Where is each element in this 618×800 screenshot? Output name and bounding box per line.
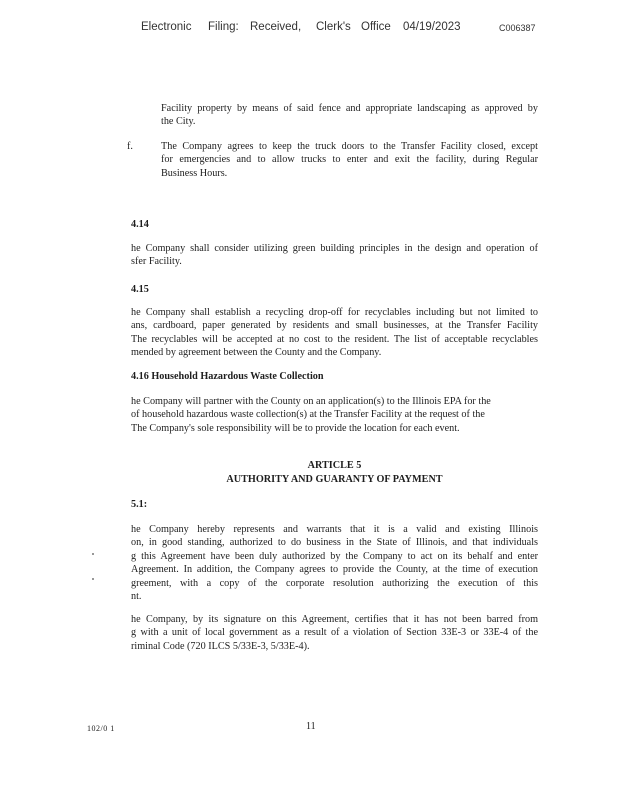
text-line: g with a unit of local government as a result of a violation of Section 33E-3 or 33E-4 of the (131, 627, 538, 639)
text-line: the City. (161, 116, 196, 128)
text-line: sfer Facility. (131, 256, 182, 268)
scan-speck (92, 578, 94, 580)
section-heading: 4.16 Household Hazardous Waste Collection (131, 371, 324, 382)
text-line: on, in good standing, authorized to do business in the State of Illinois, and that individuals (131, 537, 538, 549)
text-line: for emergencies and to allow trucks to enter and exit the facility, during Regular (161, 154, 538, 166)
text-line: he Company hereby represents and warrants that it is a valid and existing Illinois (131, 524, 538, 535)
text-line: ans, cardboard, paper generated by residents and small businesses, at the Transfer Facility (131, 320, 538, 332)
section-4-15-paragraph (131, 306, 538, 360)
page-number: 11 (306, 721, 316, 732)
section-4-14-paragraph (131, 242, 538, 269)
article-number: ARTICLE 5 (307, 460, 362, 471)
text-line: mended by agreement between the County and the Company. (131, 347, 382, 359)
text-line: of household hazardous waste collection(s) at the Transfer Facility at the request of the (131, 409, 485, 421)
stamp-date: 04/19/2023 (403, 21, 461, 33)
document-id: 102/0 1 (87, 724, 115, 733)
scan-speck (92, 553, 94, 555)
text-line: greement, with a copy of the corporate resolution authorizing the execution of this (131, 577, 538, 589)
stamp-word: Office (361, 21, 391, 33)
text-line: he Company shall consider utilizing green building principles in the design and operation of (131, 243, 538, 254)
text-line: The Company agrees to keep the truck doors to the Transfer Facility closed, except (161, 141, 538, 152)
text-line: The recyclables will be accepted at no cost to the resident. The list of acceptable recyclables (131, 333, 538, 345)
text-line: Facility property by means of said fence and appropriate landscaping as approved by (161, 103, 538, 114)
text-line: The Company's sole responsibility will be to provide the location for each event. (131, 422, 460, 434)
text-line: g this Agreement have been duly authorized by the Company to act on its behalf and enter (131, 550, 538, 562)
text-line: Business Hours. (161, 167, 228, 179)
text-line: he Company shall establish a recycling drop-off for recyclables including but not limited to (131, 307, 538, 318)
section-5-1-paragraph-1 (131, 523, 538, 603)
stamp-word: Filing: (208, 21, 239, 33)
stamp-word: Received, (250, 21, 302, 33)
section-heading: 4.14 (131, 219, 149, 230)
stamp-code: C006387 (499, 23, 536, 33)
item-label: f. (127, 141, 133, 152)
section-heading: 4.15 (131, 284, 149, 295)
stamp-word: Electronic (141, 21, 192, 33)
stamp-word: Clerk's (316, 21, 351, 33)
article-title: AUTHORITY AND GUARANTY OF PAYMENT (226, 474, 443, 485)
text-line: he Company will partner with the County on an application(s) to the Illinois EPA for the (131, 396, 491, 407)
item-f-paragraph (161, 140, 538, 180)
section-heading: 5.1: (131, 499, 148, 510)
section-4-16-paragraph (131, 395, 538, 435)
text-line: he Company, by its signature on this Agreement, certifies that it has not been barred from (131, 614, 538, 625)
continuation-paragraph (161, 102, 538, 129)
text-line: Agreement. In addition, the Company agrees to provide the County, at the time of execution (131, 564, 538, 576)
text-line: riminal Code (720 ILCS 5/33E-3, 5/33E-4). (131, 640, 310, 652)
section-5-1-paragraph-2 (131, 613, 538, 653)
text-line: nt. (131, 591, 142, 603)
